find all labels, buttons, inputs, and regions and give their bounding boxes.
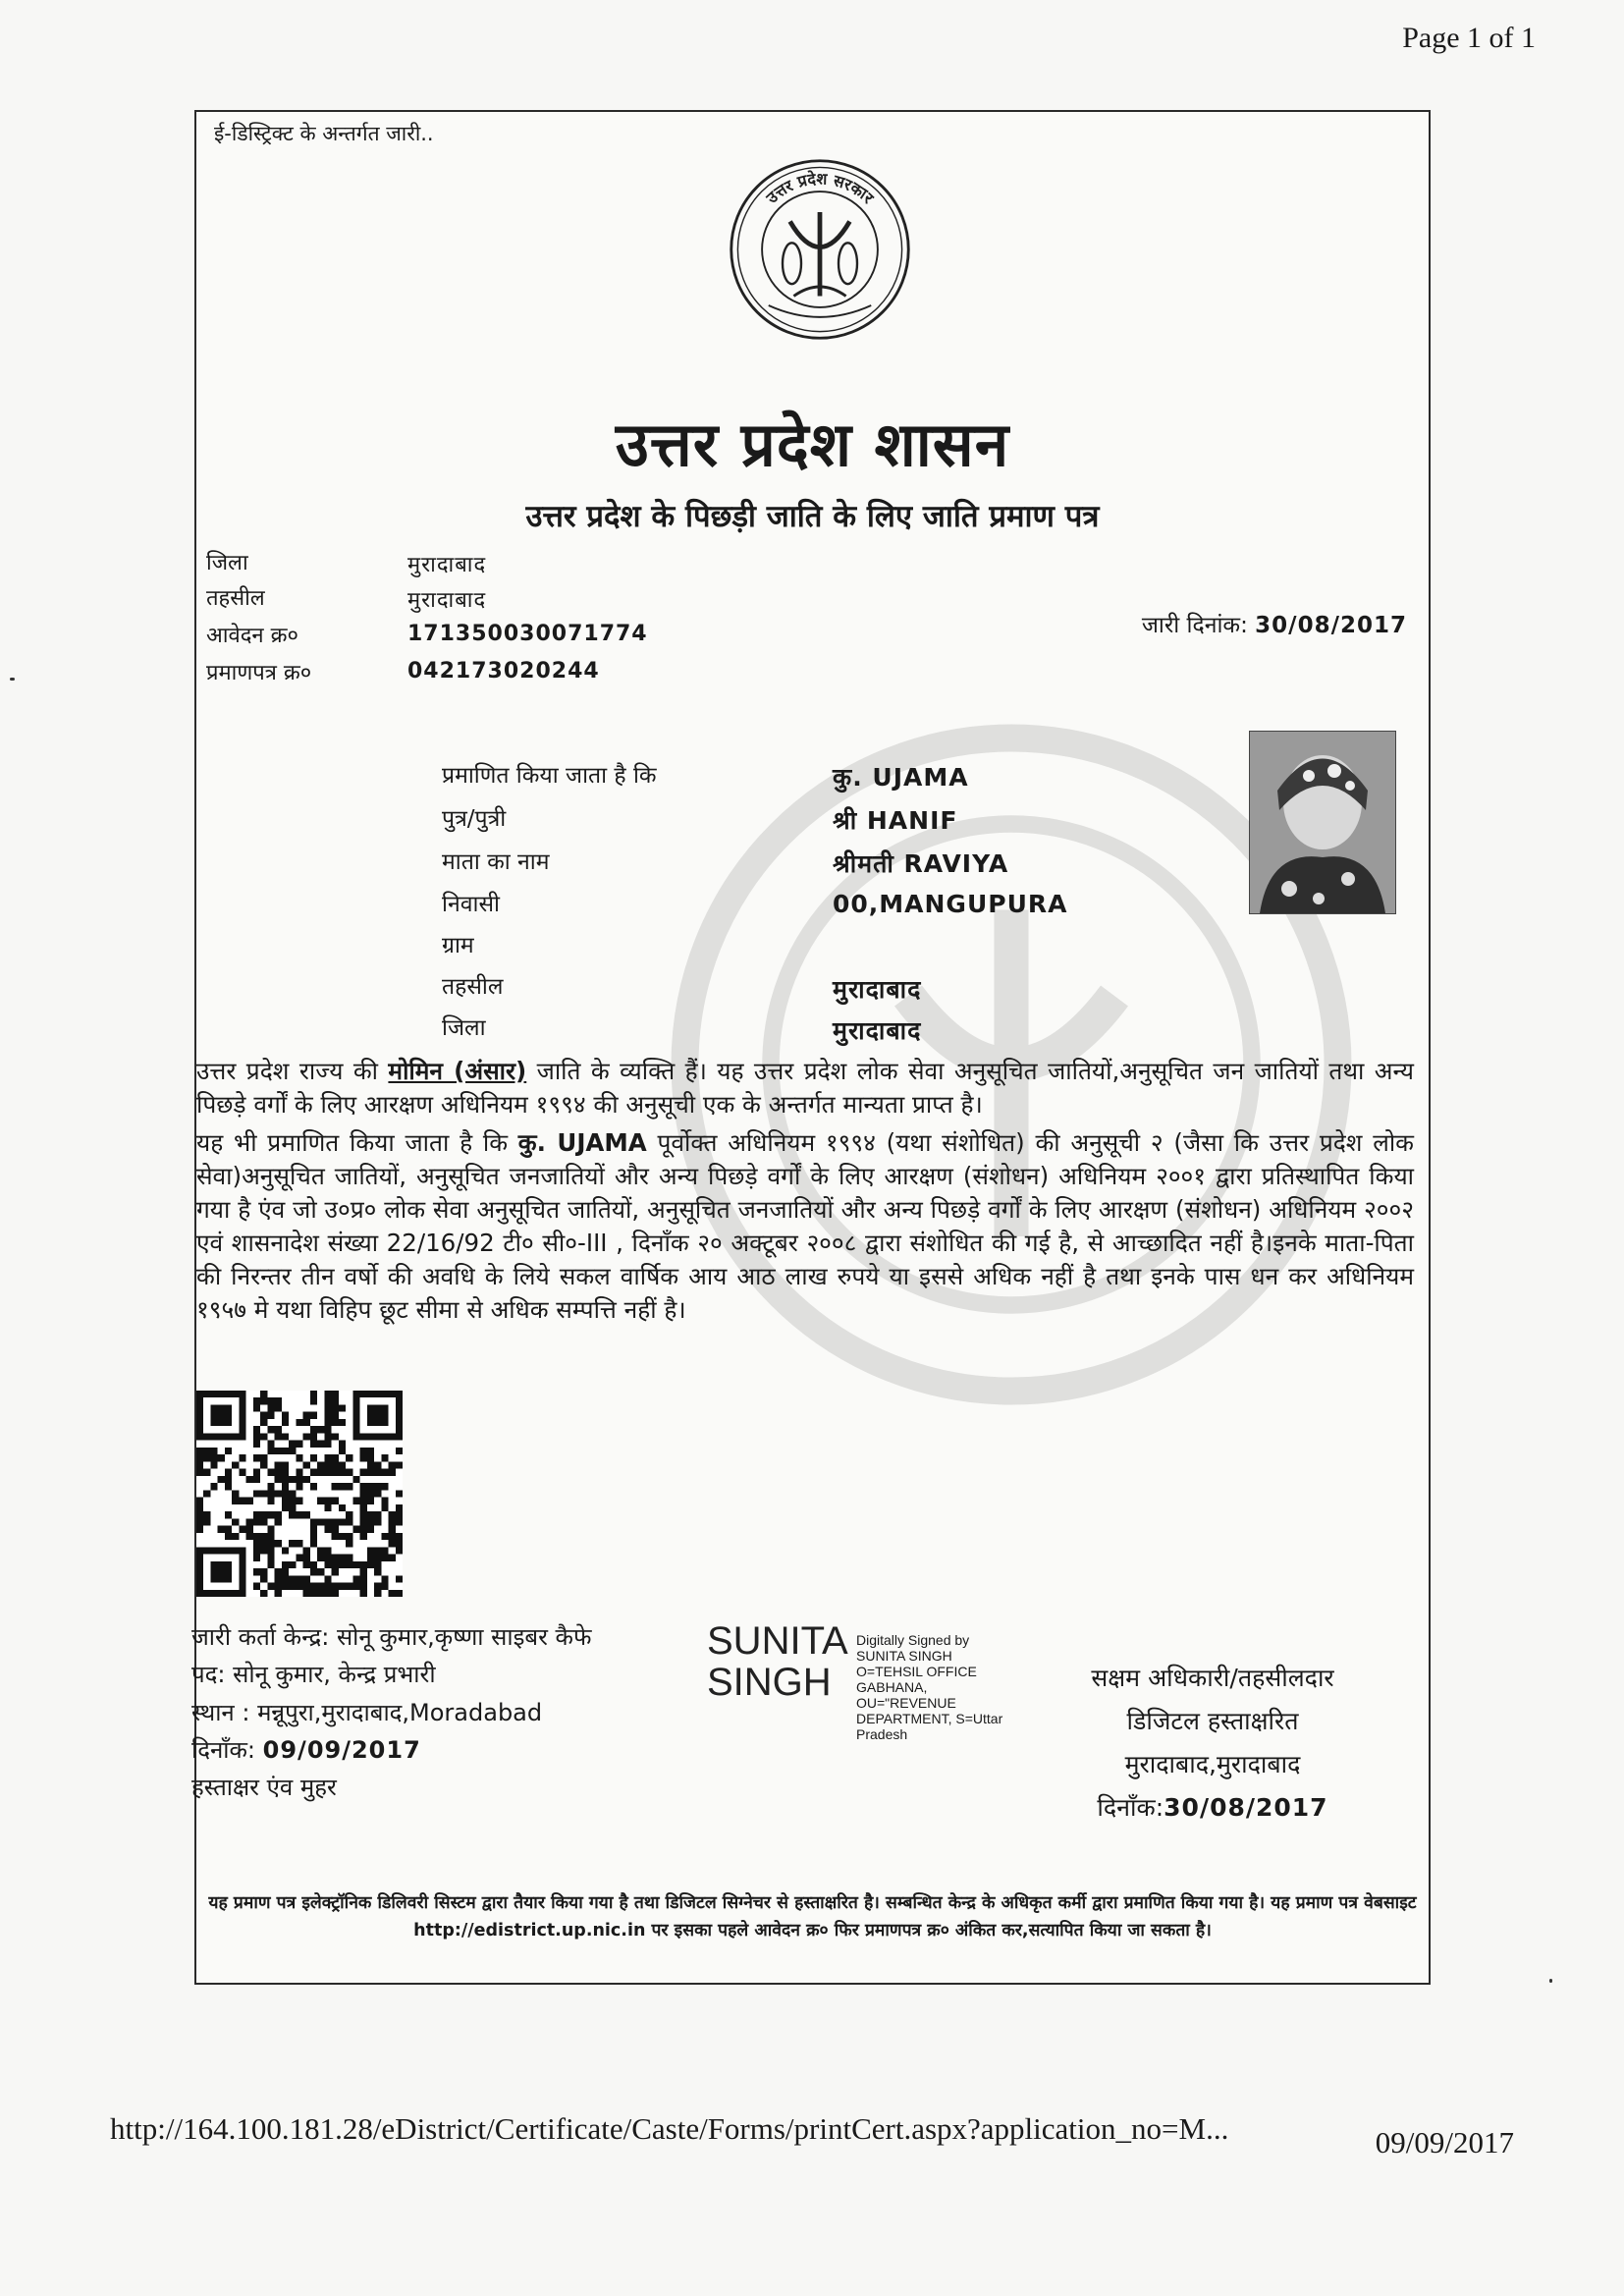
certified-label: प्रमाणित किया जाता है कि (442, 763, 657, 789)
applicant-photo-icon (1249, 731, 1396, 914)
verification-footer-note: यह प्रमाण पत्र इलेक्ट्रॉनिक डिलिवरी सिस्टम द्वारा तैयार किया गया है तथा डिजिटल सिग्नेचर से हस्ताक्षरित है। सम्बन्धित केन्द्र के अधिकृत कर्मी द्वारा प्रमाणित किया गया है। यह प्रमाण पत्र वेबसाइट http://edistrict.up.nic.in पर इसका पहले आवेदन क्र० फिर प्रमाणपत्र क्र० अंकित कर,सत्यापित किया जा सकता है। (208, 1893, 1417, 1941)
digital-signature-detail: Digitally Signed by SUNITA SINGH O=TEHSIL OFFICE GABHANA, OU="REVENUE DEPARTMENT, S=Uttar Pradesh (856, 1632, 1003, 1742)
application-no-label: आवेदन क्र० (206, 624, 298, 648)
authority-date-label: दिनाँक: (1097, 1793, 1164, 1822)
signature-name-line-2: SINGH (707, 1661, 832, 1704)
authority-date (1051, 1786, 1375, 1830)
authority-place: मुरादाबाद,मुरादाबाद (1124, 1750, 1301, 1778)
son-daughter-label: पुत्र/पुत्री (442, 806, 507, 832)
field-district-label: जिला (442, 1015, 486, 1041)
issuer-place: स्थान : मन्नूपुरा,मुरादाबाद,Moradabad (191, 1699, 543, 1726)
para2-name: कु. UJAMA (517, 1128, 647, 1157)
field-tehsil-value: मुरादाबाद (833, 975, 922, 1004)
para2-prefix: यह भी प्रमाणित किया जाता है कि (196, 1128, 509, 1157)
sign-seal-note: हस्ताक्षर एंव मुहर (191, 1774, 337, 1801)
digital-signature-name (707, 1620, 848, 1703)
son-daughter-value: श्री HANIF (833, 806, 958, 835)
certificate-no-value: 042173020244 (407, 659, 600, 683)
resident-label: निवासी (442, 892, 500, 917)
scan-speck (1549, 1979, 1552, 1983)
certificate-no-label: प्रमाणपत्र क्र० (206, 661, 312, 685)
district-label: जिला (206, 551, 248, 575)
tehsil-label: तहसील (206, 586, 265, 611)
authority-title: सक्षम अधिकारी/तहसीलदार (1091, 1664, 1334, 1692)
print-url: http://164.100.181.28/eDistrict/Certificate/Caste/Forms/printCert.aspx?application_no=M... (110, 2111, 1229, 2146)
application-no-value: 171350030071774 (407, 622, 648, 646)
resident-value: 00,MANGUPURA (833, 890, 1068, 918)
issuer-post: पद: सोनू कुमार, केन्द्र प्रभारी (191, 1661, 436, 1688)
authority-block (1051, 1657, 1375, 1830)
authority-signed: डिजिटल हस्ताक्षरित (1126, 1707, 1299, 1735)
top-note: ई-डिस्ट्रिक्ट के अन्तर्गत जारी.. (214, 122, 434, 145)
up-government-emblem-icon (727, 156, 913, 343)
para2-rest: पूर्वोक्त अधिनियम १९९४ (यथा संशोधित) की अनुसूची २ (जैसा कि उत्तर प्रदेश लोक सेवा)अनुसूचित जातियों, अनुसूचित जनजातियों और अन्य पिछड़े वर्गों के लिए आरक्षण (संशोधन) अधिनियम २००१ द्वारा प्रतिस्थापित किया गया है एंव जो उ०प्र० लोक सेवा अनुसूचित जातियों, अनुसूचित जनजातियों और अन्य पिछड़े वर्गों के लिए आरक्षण (संशोधन) अधिनियम २००२ एवं शासनादेश संख्या 22/16/92 टी० सी०-III , दिनाँक २० अक्टूबर २००८ द्वारा संशोधित की गई है, से आच्छादित नहीं है।इनके माता-पिता की निरन्तर तीन वर्षो की अवधि के लिये सकल वार्षिक आय आठ लाख रुपये या इससे अधिक नहीं है तथा इनके पास धन कर अधिनियम १९५७ मे यथा विहिप छूट सीमा से अधिक सम्पत्ति नहीं है। (196, 1128, 1414, 1324)
mother-name-label: माता का नाम (442, 849, 550, 875)
issuer-centre: जारी कर्ता केन्द्र: सोनू कुमार,कृष्णा साइबर कैफे (191, 1623, 592, 1651)
certificate-paragraph-2 (196, 1126, 1414, 1327)
certificate-subtitle: उत्तर प्रदेश के पिछड़ी जाति के लिए जाति प्रमाण पत्र (525, 499, 1100, 534)
certified-value: कु. UJAMA (833, 763, 969, 792)
field-tehsil-label: तहसील (442, 974, 504, 1000)
issue-date-value: 30/08/2017 (1255, 613, 1407, 638)
caste-name: मोमिन (अंसार) (388, 1057, 527, 1085)
mother-name-value: श्रीमती RAVIYA (833, 849, 1009, 878)
para1-rest: जाति के व्यक्ति हैं। यह उत्तर प्रदेश लोक सेवा अनुसूचित जातियों,अनुसूचित जन जातियों तथा अन्य पिछड़े वर्गों के लिए आरक्षण अधिनियम १९९४ की अनुसूची एक के अन्तर्गत मान्यता प्राप्त है। (196, 1057, 1414, 1119)
signature-name-line-1: SUNITA (707, 1619, 848, 1663)
certificate-paragraph-1 (196, 1055, 1414, 1121)
page-number: Page 1 of 1 (1402, 22, 1536, 54)
issuer-date-label: दिनाँक: (191, 1736, 256, 1764)
issue-date (1142, 608, 1407, 639)
tehsil-value: मुरादाबाद (407, 588, 487, 613)
para1-prefix: उत्तर प्रदेश राज्य की (196, 1057, 378, 1085)
certificate-title: उत्तर प्रदेश शासन (615, 409, 1010, 480)
issuer-date-value: 09/09/2017 (262, 1736, 421, 1764)
village-label: ग्राम (442, 933, 474, 958)
issue-date-label: जारी दिनांक: (1141, 613, 1248, 638)
print-date: 09/09/2017 (1375, 2125, 1514, 2159)
district-value: मुरादाबाद (407, 553, 487, 577)
authority-date-value: 30/08/2017 (1164, 1793, 1328, 1822)
svg-text:उत्तर प्रदेश सरकार: उत्तर प्रदेश सरकार (762, 169, 878, 207)
certificate-frame (191, 110, 1431, 1985)
qr-code-icon (196, 1391, 403, 1597)
scan-speck (10, 678, 15, 681)
field-district-value: मुरादाबाद (833, 1016, 922, 1045)
issuer-date (191, 1732, 421, 1768)
